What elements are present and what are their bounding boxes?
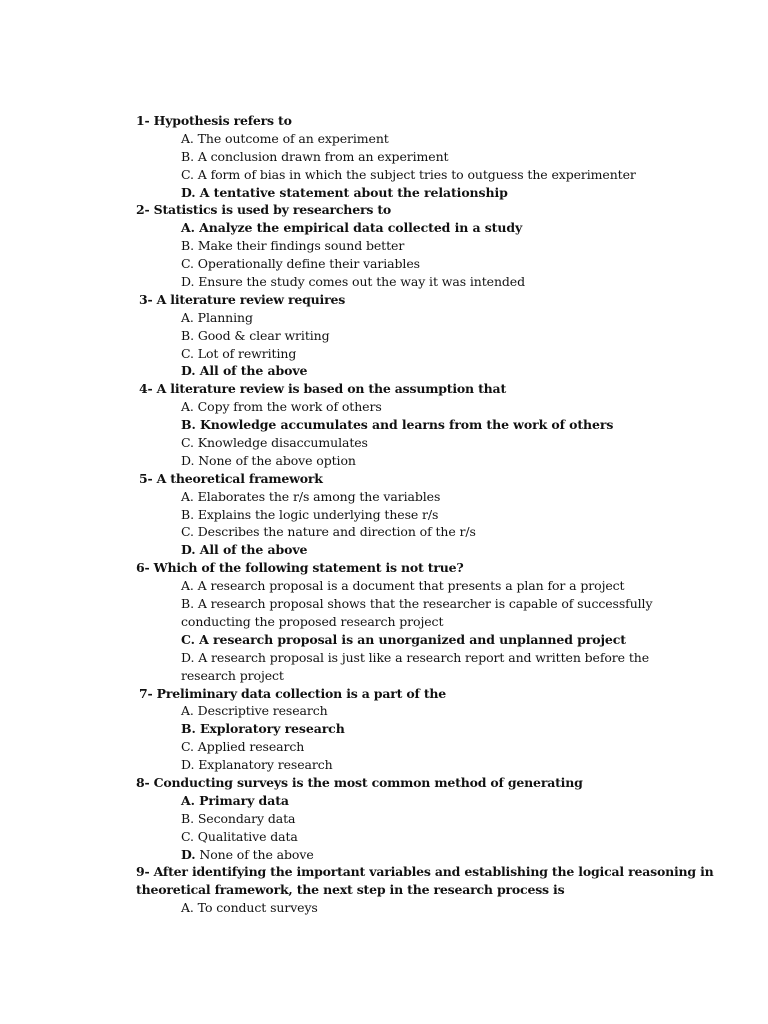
question-5-title: 5- A theoretical framework	[139, 470, 323, 486]
question-5-option-d: D. All of the above	[181, 542, 308, 558]
question-6-option-c: C. A research proposal is an unorganized and unplanned project	[181, 631, 626, 647]
question-8-option-d	[0, 846, 768, 864]
question-6-option-d-continued: research project	[181, 667, 284, 683]
question-5-option-a: A. Elaborates the r/s among the variables	[181, 488, 441, 504]
question-1-option-c: C. A form of bias in which the subject tries to outguess the experimenter	[181, 166, 636, 182]
question-1-option-a: A. The outcome of an experiment	[181, 130, 389, 146]
question-3-option-d: D. All of the above	[181, 363, 308, 379]
question-6-option-a: A. A research proposal is a document that presents a plan for a project	[181, 578, 625, 594]
question-2-option-a: A. Analyze the empirical data collected in a study	[181, 220, 523, 236]
question-6-title: 6- Which of the following statement is not true?	[136, 560, 464, 576]
question-9-title: 9- After identifying the important variables and establishing the logical reasoning in	[136, 864, 714, 880]
question-2-option-c: C. Operationally define their variables	[181, 256, 420, 272]
question-4-title: 4- A literature review is based on the assumption that	[139, 381, 507, 397]
question-7-option-d: D. Explanatory research	[181, 757, 333, 773]
question-2-option-b: B. Make their findings sound better	[181, 238, 405, 254]
question-6-option-d: D. A research proposal is just like a research report and written before the	[181, 649, 650, 665]
question-7-option-c: C. Applied research	[181, 739, 305, 755]
question-8-option-d-letter: D.	[181, 846, 196, 862]
question-7-option-a: A. Descriptive research	[181, 703, 328, 719]
question-6-option-b-continued: conducting the proposed research project	[181, 613, 444, 629]
question-1-option-d: D. A tentative statement about the relationship	[181, 184, 508, 200]
question-9-title-continued: theoretical framework, the next step in the research process is	[136, 882, 565, 898]
question-4-option-d: D. None of the above option	[181, 452, 356, 468]
question-8-option-a: A. Primary data	[181, 792, 289, 808]
question-3-option-b: B. Good & clear writing	[181, 327, 330, 343]
question-8-option-d-text: None of the above	[199, 846, 314, 862]
question-7-title: 7- Preliminary data collection is a part of the	[139, 685, 447, 701]
question-8-title: 8- Conducting surveys is the most common method of generating	[136, 774, 583, 790]
question-3-option-c: C. Lot of rewriting	[181, 345, 297, 361]
question-4-option-b: B. Knowledge accumulates and learns from the work of others	[181, 417, 614, 433]
question-5-option-b: B. Explains the logic underlying these r/s	[181, 506, 439, 522]
question-9-option-a: A. To conduct surveys	[181, 900, 318, 916]
question-7-option-b: B. Exploratory research	[181, 721, 345, 737]
question-4-option-c: C. Knowledge disaccumulates	[181, 435, 368, 451]
question-8-option-b: B. Secondary data	[181, 810, 296, 826]
question-2-title: 2- Statistics is used by researchers to	[136, 202, 392, 218]
question-3-title: 3- A literature review requires	[139, 291, 346, 307]
question-2-option-d: D. Ensure the study comes out the way it was intended	[181, 274, 526, 290]
question-6-option-b: B. A research proposal shows that the researcher is capable of successfully	[181, 596, 653, 612]
question-5-option-c: C. Describes the nature and direction of the r/s	[181, 524, 476, 540]
question-1-option-b: B. A conclusion drawn from an experiment	[181, 148, 449, 164]
question-4-option-a: A. Copy from the work of others	[181, 399, 382, 415]
question-1-title: 1- Hypothesis refers to	[136, 113, 292, 128]
quiz-document	[0, 112, 768, 917]
question-8-option-c: C. Qualitative data	[181, 828, 298, 844]
question-3-option-a: A. Planning	[181, 309, 253, 325]
